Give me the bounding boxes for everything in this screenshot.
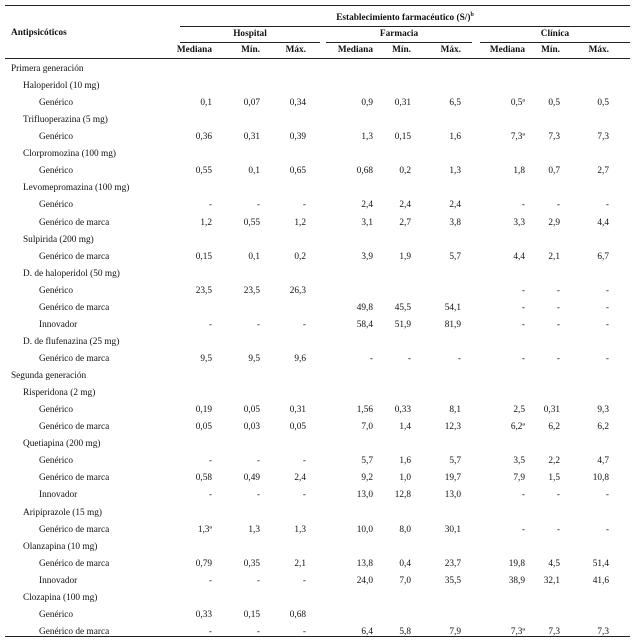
value-cell: 0,15 <box>243 610 260 620</box>
value-cell: 0,33 <box>394 405 411 415</box>
value-cell: 0,33 <box>195 610 212 620</box>
value-cell: 4,7 <box>597 456 609 466</box>
value-cell: 23,7 <box>444 559 461 569</box>
value-cell: 35,5 <box>444 576 461 586</box>
value-cell: 0,34 <box>289 98 306 108</box>
drug-name: Sulpirida (200 mg) <box>23 235 94 245</box>
formulation-label: Genérico <box>39 200 74 210</box>
value-cell: 2,4 <box>361 200 373 210</box>
drug-name: Olanzapina (10 mg) <box>23 542 98 552</box>
value-cell: - <box>457 354 461 364</box>
value-cell: 3,9 <box>361 252 373 262</box>
hospital-rule <box>180 42 320 43</box>
formulation-label: Genérico <box>39 405 74 415</box>
value-cell: - <box>208 627 212 637</box>
value-cell: - <box>605 525 609 535</box>
section-heading: Segunda generación <box>11 371 87 381</box>
value-cell: 4,5 <box>548 559 560 569</box>
value-cell: - <box>208 576 212 586</box>
value-cell: - <box>521 286 525 296</box>
value-cell: 9,6 <box>294 354 306 364</box>
formulation-label: Innovador <box>39 576 78 586</box>
header-bottom-rule <box>5 58 630 59</box>
formulation-label: Innovador <box>39 320 78 330</box>
value-cell: 7,3 <box>548 627 560 637</box>
value-cell: 6,7 <box>597 252 609 262</box>
value-cell: 38,9 <box>508 576 525 586</box>
value-cell: - <box>302 320 306 330</box>
value-cell: 51,9 <box>394 320 411 330</box>
value-cell: 7,3 <box>597 627 609 637</box>
value-cell: 30,1 <box>444 525 461 535</box>
value-cell: - <box>521 200 525 210</box>
value-cell: 2,1 <box>548 252 560 262</box>
value-cell: 7,0 <box>361 422 373 432</box>
section-heading: Primera generación <box>11 64 84 74</box>
value-cell: 1,2 <box>200 218 212 228</box>
value-cell: 6,2 <box>597 422 609 432</box>
value-cell: 0,05 <box>195 422 212 432</box>
formulation-label: Genérico de marca <box>39 422 110 432</box>
value-cell: 1,3 <box>449 166 461 176</box>
value-cell: 1,8 <box>513 166 525 176</box>
value-cell: - <box>556 286 560 296</box>
value-cell: - <box>302 490 306 500</box>
drug-name: Aripiprazole (15 mg) <box>23 508 102 518</box>
formulation-label: Genérico de marca <box>39 525 110 535</box>
value-cell: 3,5 <box>513 456 525 466</box>
value-cell: 9,5 <box>248 354 260 364</box>
value-cell: 2,2 <box>548 456 560 466</box>
value-cell: 0,05 <box>289 422 306 432</box>
formulation-label: Genérico de marca <box>39 303 110 313</box>
formulation-label: Genérico <box>39 132 74 142</box>
value-cell: 0,5 <box>597 98 609 108</box>
value-cell: 9,3 <box>597 405 609 415</box>
value-cell: 26,3 <box>289 286 306 296</box>
drug-name: D. de flufenazina (25 mg) <box>23 337 120 347</box>
subheader-max: Máx. <box>440 45 461 55</box>
value-cell: 2,9 <box>548 218 560 228</box>
formulation-label: Genérico <box>39 166 74 176</box>
value-cell: 12,3 <box>444 422 461 432</box>
value-cell: - <box>302 200 306 210</box>
value-cell: 5,8 <box>399 627 411 637</box>
subheader-mediana: Mediana <box>489 45 525 55</box>
value-cell: 0,03 <box>243 422 260 432</box>
value-cell: 0,5ª <box>510 98 525 108</box>
group-header-farmacia: Farmacia <box>379 29 419 39</box>
subheader-max: Máx. <box>588 45 609 55</box>
value-cell: 1,2 <box>294 218 306 228</box>
value-cell: 2,4 <box>399 200 411 210</box>
value-cell: 2,1 <box>294 559 306 569</box>
value-cell: 6,2ª <box>510 422 525 432</box>
value-cell: - <box>556 320 560 330</box>
value-cell: 1,3 <box>294 525 306 535</box>
value-cell: 1,3 <box>248 525 260 535</box>
value-cell: 8,1 <box>449 405 461 415</box>
value-cell: 13,8 <box>356 559 373 569</box>
value-cell: 4,4 <box>597 218 609 228</box>
value-cell: 81,9 <box>444 320 461 330</box>
value-cell: 0,15 <box>394 132 411 142</box>
formulation-label: Genérico de marca <box>39 252 110 262</box>
formulation-label: Genérico <box>39 286 74 296</box>
value-cell: 6,2 <box>548 422 560 432</box>
value-cell: 1,56 <box>356 405 373 415</box>
value-cell: 19,8 <box>508 559 525 569</box>
value-cell: 19,7 <box>444 473 461 483</box>
value-cell: - <box>605 200 609 210</box>
value-cell: 24,0 <box>356 576 373 586</box>
value-cell: 1,9 <box>399 252 411 262</box>
value-cell: - <box>605 303 609 313</box>
value-cell: 3,1 <box>361 218 373 228</box>
value-cell: - <box>256 627 260 637</box>
formulation-label: Genérico de marca <box>39 559 110 569</box>
value-cell: 4,4 <box>513 252 525 262</box>
value-cell: 2,7 <box>597 166 609 176</box>
formulation-label: Genérico <box>39 610 74 620</box>
formulation-label: Genérico de marca <box>39 473 110 483</box>
value-cell: 10,0 <box>356 525 373 535</box>
value-cell: - <box>556 525 560 535</box>
subheader-mediana: Mediana <box>176 45 212 55</box>
value-cell: 0,31 <box>394 98 411 108</box>
formulation-label: Genérico de marca <box>39 627 110 637</box>
value-cell: 7,9 <box>449 627 461 637</box>
value-cell: 0,05 <box>243 405 260 415</box>
value-cell: - <box>605 490 609 500</box>
drug-name: Quetiapina (200 mg) <box>23 439 101 449</box>
value-cell: 49,8 <box>356 303 373 313</box>
subheader-mediana: Mediana <box>337 45 373 55</box>
value-cell: 0,68 <box>289 610 306 620</box>
value-cell: - <box>521 303 525 313</box>
value-cell: - <box>605 286 609 296</box>
value-cell: - <box>521 490 525 500</box>
value-cell: 0,1 <box>200 98 212 108</box>
drug-name: Clorpromozina (100 mg) <box>23 149 116 159</box>
value-cell: 0,19 <box>195 405 212 415</box>
value-cell: 6,4 <box>361 627 373 637</box>
value-cell: 0,1 <box>248 252 260 262</box>
value-cell: - <box>302 456 306 466</box>
value-cell: - <box>556 354 560 364</box>
value-cell: 5,7 <box>449 252 461 262</box>
formulation-label: Genérico <box>39 98 74 108</box>
value-cell: 0,49 <box>243 473 260 483</box>
value-cell: 0,4 <box>399 559 411 569</box>
formulation-label: Genérico de marca <box>39 354 110 364</box>
top-rule <box>5 5 630 6</box>
value-cell: 10,8 <box>592 473 609 483</box>
value-cell: - <box>556 303 560 313</box>
formulation-label: Genérico de marca <box>39 218 110 228</box>
value-cell: 2,4 <box>294 473 306 483</box>
subheader-min: Mín. <box>241 45 260 55</box>
value-cell: 7,3 <box>597 132 609 142</box>
subheader-min: Mín. <box>541 45 560 55</box>
value-cell: 0,55 <box>195 166 212 176</box>
value-cell: - <box>256 490 260 500</box>
value-cell: 0,65 <box>289 166 306 176</box>
value-cell: 9,2 <box>361 473 373 483</box>
value-cell: - <box>302 627 306 637</box>
value-cell: - <box>521 320 525 330</box>
value-cell: - <box>556 490 560 500</box>
value-cell: 51,4 <box>592 559 609 569</box>
value-cell: 0,1 <box>248 166 260 176</box>
value-cell: 12,8 <box>394 490 411 500</box>
value-cell: - <box>208 320 212 330</box>
header-super: Establecimiento farmacéutico $(S/)^b$ <box>336 12 474 23</box>
value-cell: - <box>407 354 411 364</box>
value-cell: 0,9 <box>361 98 373 108</box>
value-cell: 13,0 <box>444 490 461 500</box>
value-cell: 0,5 <box>548 98 560 108</box>
value-cell: 58,4 <box>356 320 373 330</box>
value-cell: - <box>302 576 306 586</box>
value-cell: 3,8 <box>449 218 461 228</box>
value-cell: 0,58 <box>195 473 212 483</box>
value-cell: 5,7 <box>449 456 461 466</box>
value-cell: 0,79 <box>195 559 212 569</box>
drug-name: Risperidona (2 mg) <box>23 388 96 398</box>
value-cell: - <box>605 354 609 364</box>
drug-name: Levomepromazina (100 mg) <box>23 183 130 193</box>
formulation-label: Innovador <box>39 490 78 500</box>
value-cell: 1,6 <box>449 132 461 142</box>
value-cell: - <box>256 200 260 210</box>
group-rule <box>180 26 630 27</box>
value-cell: 2,7 <box>399 218 411 228</box>
value-cell: 0,39 <box>289 132 306 142</box>
value-cell: - <box>521 354 525 364</box>
formulation-label: Genérico <box>39 456 74 466</box>
value-cell: - <box>521 525 525 535</box>
clinica-rule <box>480 42 630 43</box>
value-cell: 0,68 <box>356 166 373 176</box>
value-cell: 0,35 <box>243 559 260 569</box>
value-cell: - <box>556 200 560 210</box>
value-cell: 0,31 <box>289 405 306 415</box>
value-cell: - <box>605 320 609 330</box>
value-cell: 0,7 <box>548 166 560 176</box>
value-cell: - <box>208 456 212 466</box>
value-cell: 23,5 <box>243 286 260 296</box>
value-cell: 1,5 <box>548 473 560 483</box>
value-cell: 7,3 <box>548 132 560 142</box>
value-cell: - <box>256 576 260 586</box>
value-cell: 1,3 <box>361 132 373 142</box>
value-cell: 6,5 <box>449 98 461 108</box>
value-cell: - <box>256 320 260 330</box>
value-cell: 2,5 <box>513 405 525 415</box>
value-cell: 0,07 <box>243 98 260 108</box>
value-cell: 45,5 <box>394 303 411 313</box>
value-cell: 2,4 <box>449 200 461 210</box>
value-cell: 54,1 <box>444 303 461 313</box>
value-cell: - <box>369 354 373 364</box>
value-cell: 0,55 <box>243 218 260 228</box>
value-cell: 7,9 <box>513 473 525 483</box>
value-cell: 8,0 <box>399 525 411 535</box>
value-cell: 0,36 <box>195 132 212 142</box>
subheader-min: Mín. <box>392 45 411 55</box>
value-cell: 23,5 <box>195 286 212 296</box>
drug-name: D. de haloperidol (50 mg) <box>23 269 120 279</box>
value-cell: - <box>256 456 260 466</box>
value-cell: 3,3 <box>513 218 525 228</box>
value-cell: 41,6 <box>592 576 609 586</box>
value-cell: - <box>208 200 212 210</box>
value-cell: 0,31 <box>243 132 260 142</box>
value-cell: 0,2 <box>294 252 306 262</box>
farmacia-rule <box>326 42 472 43</box>
value-cell: 7,3ª <box>510 627 525 637</box>
drug-name: Trifluoperazina (5 mg) <box>23 115 108 125</box>
value-cell: 0,31 <box>543 405 560 415</box>
value-cell: 7,0 <box>399 576 411 586</box>
value-cell: - <box>208 490 212 500</box>
subheader-max: Máx. <box>285 45 306 55</box>
header-super-footnote: b <box>470 12 474 18</box>
value-cell: 32,1 <box>543 576 560 586</box>
value-cell: 1,4 <box>399 422 411 432</box>
value-cell: 7,3ª <box>510 132 525 142</box>
drug-name: Haloperidol (10 mg) <box>23 81 100 91</box>
value-cell: 5,7 <box>361 456 373 466</box>
group-header-hospital: Hospital <box>233 29 267 39</box>
value-cell: 1,6 <box>399 456 411 466</box>
value-cell: 13,0 <box>356 490 373 500</box>
value-cell: 1,0 <box>399 473 411 483</box>
group-header-clínica: Clínica <box>540 29 570 39</box>
drug-name: Clozapina (100 mg) <box>23 593 98 603</box>
value-cell: 1,3ª <box>197 525 212 535</box>
row-label-header: Antipsicóticos <box>11 28 67 38</box>
value-cell: 0,15 <box>195 252 212 262</box>
value-cell: 9,5 <box>200 354 212 364</box>
value-cell: 0,2 <box>399 166 411 176</box>
